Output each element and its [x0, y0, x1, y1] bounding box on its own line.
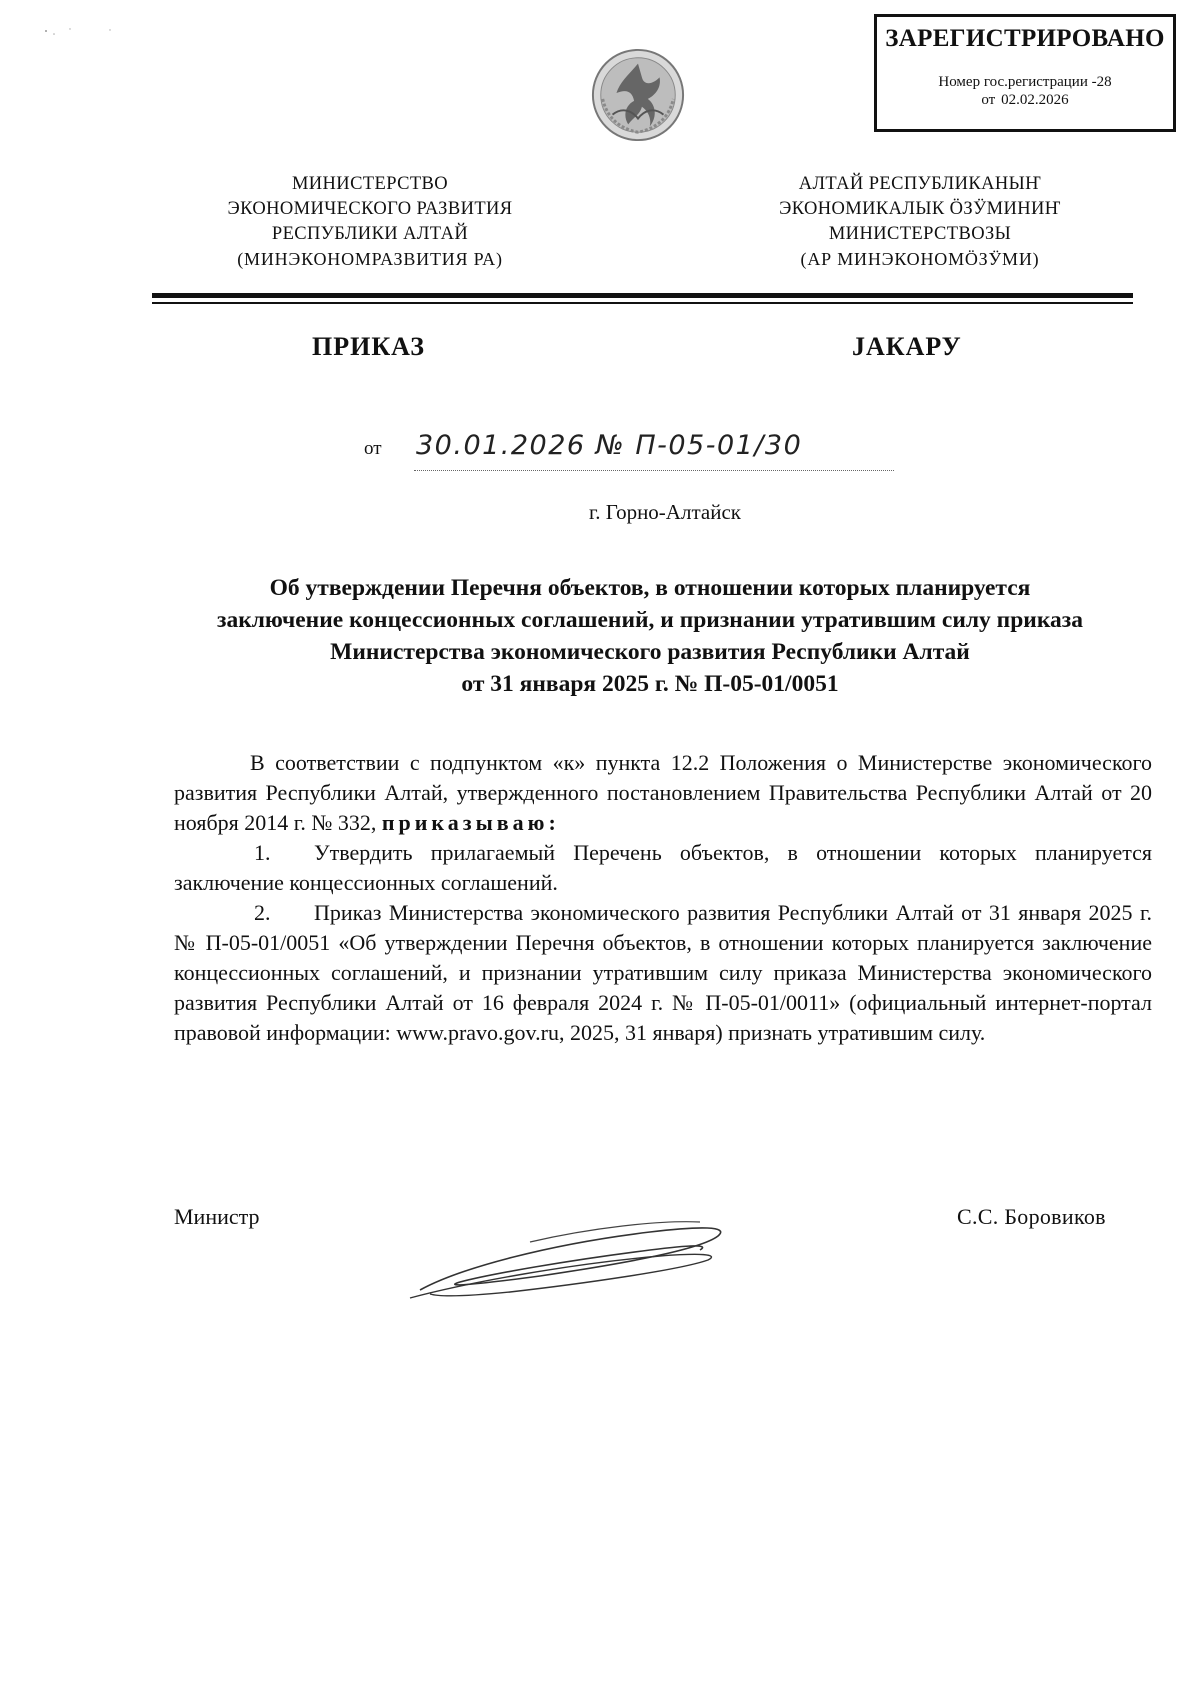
handwritten-signature [400, 1198, 760, 1308]
handwritten-date-number: 30.01.2026 № П-05-01/30 [416, 430, 803, 461]
signatory-position: Министр [174, 1204, 260, 1229]
ministry-ru-abbr: (МИНЭКОНОМРАЗВИТИЯ РА) [237, 249, 503, 269]
item-1-number: 1. [254, 840, 271, 865]
date-prefix: от [364, 438, 382, 459]
title-line4: от 31 января 2025 г. № П-05-01/0051 [461, 671, 839, 697]
emblem-icon [589, 46, 687, 144]
scan-noise [40, 25, 130, 45]
title-line1: Об утверждении Перечня объектов, в отношении которых планируется [269, 575, 1031, 601]
ministry-altai-abbr: (АР МИНЭКОНОМÖЗӰМИ) [800, 249, 1040, 269]
registration-stamp [874, 14, 1176, 132]
ministry-header-altai [730, 172, 1110, 272]
date-underline [414, 470, 894, 471]
title-line2: заключение концессионных соглашений, и признании утратившим силу приказа [217, 607, 1083, 633]
order-body [174, 748, 1152, 1048]
stamp-date-row [877, 91, 1173, 109]
ministry-ru-line3: РЕСПУБЛИКИ АЛТАЙ [271, 224, 469, 244]
signatory-name: С.С. Боровиков [957, 1204, 1106, 1229]
ministry-altai-line3: МИНИСТЕРСТВОЗЫ [828, 224, 1012, 244]
ministry-ru-line2: ЭКОНОМИЧЕСКОГО РАЗВИТИЯ [227, 199, 513, 219]
body-command: приказываю: [381, 810, 560, 835]
body-intro-paragraph [174, 748, 1152, 838]
order-title [150, 572, 1150, 700]
doc-type-altai: JАКАРУ [852, 332, 962, 361]
stamp-registration-number: Номер гос.регистрации -28 [938, 74, 1112, 90]
item-1-text: Утвердить прилагаемый Перечень объектов, в отношении которых планируется заключение концессионных соглашений. [174, 840, 1152, 895]
header-divider-thick [152, 293, 1133, 298]
ministry-altai-line1: АЛТАЙ РЕСПУБЛИКАНЫҤ [798, 174, 1042, 194]
body-intro: В соответствии с подпунктом «к» пункта 12.2 Положения о Министерстве экономического развития Республики Алтай, утвержденного постановлением Правительства Республики Алтай от 20 ноября 2014 г. № 332, [174, 750, 1152, 835]
stamp-date-prefix: от [981, 92, 996, 108]
body-item-1 [174, 838, 1152, 898]
header-divider-thin [152, 302, 1133, 304]
item-2-number: 2. [254, 900, 271, 925]
item-2-text: Приказ Министерства экономического развития Республики Алтай от 31 января 2025 г. № П-05-01/0051 «Об утверждении Перечня объектов, в отношении которых планируется заключение концессионных соглашений, и признании утратившим силу приказа Министерства экономического развития Республики Алтай от 16 февраля 2024 г. № П-05-01/0011» (официальный интернет-портал правовой информации: www.pravo.gov.ru, 2025, 31 января) признать утратившим силу. [174, 900, 1152, 1045]
title-line3: Министерства экономического развития Республики Алтай [330, 639, 970, 665]
stamp-date: 02.02.2026 [1001, 92, 1069, 108]
city: г. Горно-Алтайск [589, 500, 741, 524]
ministry-ru-line1: МИНИСТЕРСТВО [291, 174, 449, 194]
body-item-2 [174, 898, 1152, 1048]
ministry-header-ru [190, 172, 550, 272]
date-number-line [364, 430, 924, 480]
doc-type-ru: ПРИКАЗ [312, 332, 426, 361]
ministry-altai-line2: ЭКОНОМИКАЛЫК ÖЗӰМИНИҤ [779, 199, 1061, 219]
stamp-title: ЗАРЕГИСТРИРОВАНО [885, 25, 1165, 52]
